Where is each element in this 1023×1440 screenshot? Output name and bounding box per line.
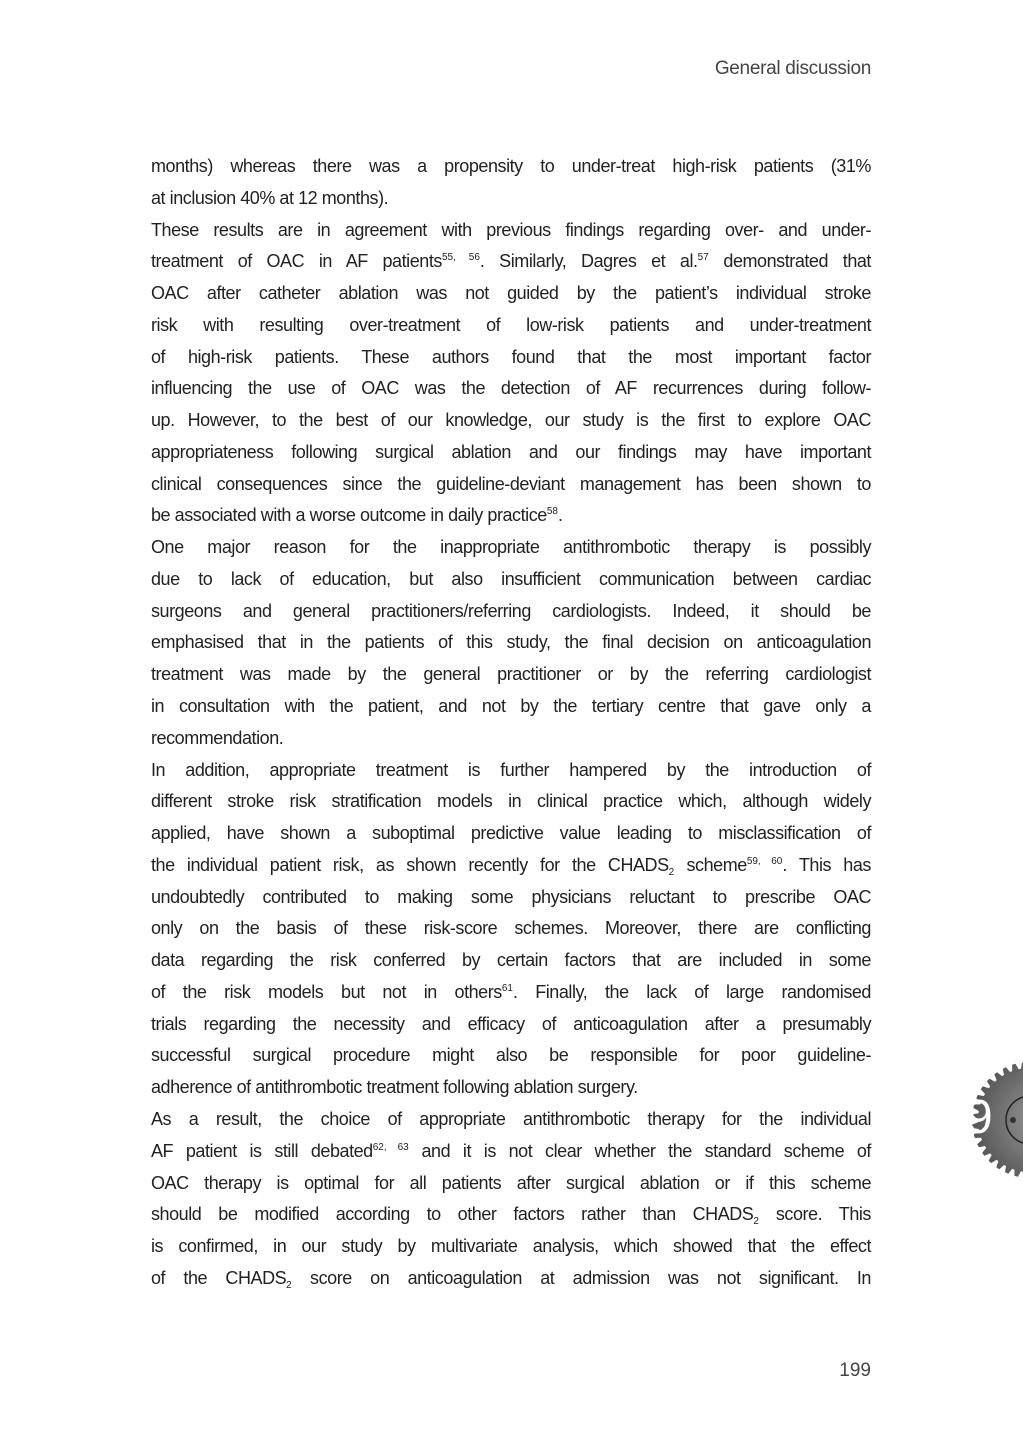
chapter-number: 9 [966, 1091, 993, 1144]
text-segment: data regarding the risk conferred by certain factors that are included in some [151, 950, 871, 971]
text-segment: should be modified according to other factors rather than CHADS [151, 1204, 754, 1225]
text-line [151, 532, 871, 564]
text-segment: treatment of OAC in AF patients [151, 251, 442, 272]
text-line [151, 151, 871, 183]
text-segment: is confirmed, in our study by multivariate analysis, which showed that the effect [151, 1236, 871, 1257]
text-segment: appropriateness following surgical ablation and our findings may have important [151, 441, 871, 462]
text-segment: OAC therapy is optimal for all patients after surgical ablation or if this scheme [151, 1172, 871, 1193]
citation-superscript: 55, 56 [441, 252, 480, 264]
text-segment: risk with resulting over-treatment of low-risk patients and under-treatment [151, 314, 871, 335]
citation-superscript: 58 [546, 506, 558, 518]
page-number: 199 [839, 1360, 871, 1381]
text-segment: AF patient is still debated [151, 1140, 373, 1161]
text-line [151, 437, 871, 469]
text-line [151, 850, 871, 882]
text-line [151, 469, 871, 501]
text-segment: score on anticoagulation at admission was not significant. In [291, 1267, 871, 1288]
text-segment: scheme [674, 854, 747, 875]
running-header: General discussion [714, 58, 871, 79]
text-segment: OAC after catheter ablation was not guided by the patient’s individual stroke [151, 283, 871, 304]
text-segment: of the CHADS [151, 1267, 287, 1288]
text-segment: influencing the use of OAC was the detection of AF recurrences during follow- [151, 378, 871, 399]
text-line [151, 1168, 871, 1200]
text-segment: applied, have shown a suboptimal predictive value leading to misclassification of [151, 823, 871, 844]
subscript: 2 [753, 1216, 759, 1228]
text-line [151, 1136, 871, 1168]
text-segment: of high-risk patients. These authors found that the most important factor [151, 346, 871, 367]
text-segment: In addition, appropriate treatment is further hampered by the introduction of [151, 759, 871, 780]
text-line [151, 278, 871, 310]
text-line [151, 342, 871, 374]
text-line [151, 818, 871, 850]
body-text [151, 151, 871, 1295]
text-segment: clinical consequences since the guideline-deviant management has been shown to [151, 473, 871, 494]
text-segment: score. This [758, 1204, 871, 1225]
text-segment: and it is not clear whether the standard scheme of [408, 1140, 871, 1161]
text-segment: surgeons and general practitioners/referring cardiologists. Indeed, it should be [151, 600, 871, 621]
text-segment: . [557, 505, 563, 526]
text-line [151, 691, 871, 723]
text-line [151, 215, 871, 247]
text-segment: in consultation with the patient, and not by the tertiary centre that gave only a [151, 696, 871, 717]
text-segment: due to lack of education, but also insufficient communication between cardiac [151, 568, 871, 589]
text-line [151, 1199, 871, 1231]
text-line [151, 373, 871, 405]
text-segment: months) whereas there was a propensity to under-treat high-risk patients (31% [151, 156, 871, 176]
text-line [151, 627, 871, 659]
text-segment: different stroke risk stratification models in clinical practice which, although widely [151, 791, 871, 812]
text-segment: at inclusion 40% at 12 months). [151, 187, 389, 208]
text-segment: As a result, the choice of appropriate antithrombotic therapy for the individual [151, 1108, 871, 1129]
text-line [151, 183, 871, 215]
text-line [151, 945, 871, 977]
text-line [151, 786, 871, 818]
text-line [151, 1263, 871, 1295]
text-segment: undoubtedly contributed to making some physicians reluctant to prescribe OAC [151, 886, 871, 907]
text-line [151, 1072, 871, 1104]
text-segment: One major reason for the inappropriate antithrombotic therapy is possibly [151, 537, 871, 558]
subscript: 2 [668, 866, 675, 878]
text-segment: emphasised that in the patients of this study, the final decision on anticoagulation [151, 632, 871, 653]
text-line [151, 500, 871, 532]
text-segment: successful surgical procedure might also be responsible for poor guideline- [151, 1045, 871, 1066]
text-segment: . This has [782, 854, 871, 875]
text-segment: only on the basis of these risk-score schemes. Moreover, there are conflicting [151, 918, 871, 939]
citation-superscript: 57 [697, 252, 709, 264]
citation-superscript: 62, 63 [372, 1141, 409, 1153]
text-segment: . Finally, the lack of large randomised [512, 981, 871, 1002]
text-line [151, 723, 871, 755]
text-segment: recommendation. [151, 727, 284, 748]
text-line [151, 977, 871, 1009]
text-segment: trials regarding the necessity and efficacy of anticoagulation after a presumably [151, 1013, 871, 1034]
citation-superscript: 59, 60 [746, 855, 783, 867]
subscript: 2 [286, 1279, 292, 1291]
text-segment: treatment was made by the general practitioner or by the referring cardiologist [151, 664, 871, 685]
text-line [151, 405, 871, 437]
text-line [151, 596, 871, 628]
text-line [151, 1104, 871, 1136]
text-segment: of the risk models but not in others [151, 981, 502, 1002]
text-segment: . Similarly, Dagres et al. [479, 251, 698, 272]
citation-superscript: 61 [501, 982, 513, 994]
text-segment: demonstrated that [708, 251, 871, 272]
text-line [151, 1040, 871, 1072]
text-segment: adherence of antithrombotic treatment following ablation surgery. [151, 1077, 638, 1098]
text-line [151, 659, 871, 691]
text-segment: up. However, to the best of our knowledge, our study is the first to explore OAC [151, 410, 871, 431]
text-line [151, 913, 871, 945]
text-line [151, 564, 871, 596]
text-line [151, 882, 871, 914]
text-line [151, 1009, 871, 1041]
text-line [151, 310, 871, 342]
text-line [151, 246, 871, 278]
text-segment: the individual patient risk, as shown recently for the CHADS [151, 854, 669, 875]
text-segment: be associated with a worse outcome in daily practice [151, 505, 547, 526]
text-line [151, 755, 871, 787]
text-segment: These results are in agreement with previous findings regarding over- and under- [151, 219, 871, 240]
text-line [151, 1231, 871, 1263]
